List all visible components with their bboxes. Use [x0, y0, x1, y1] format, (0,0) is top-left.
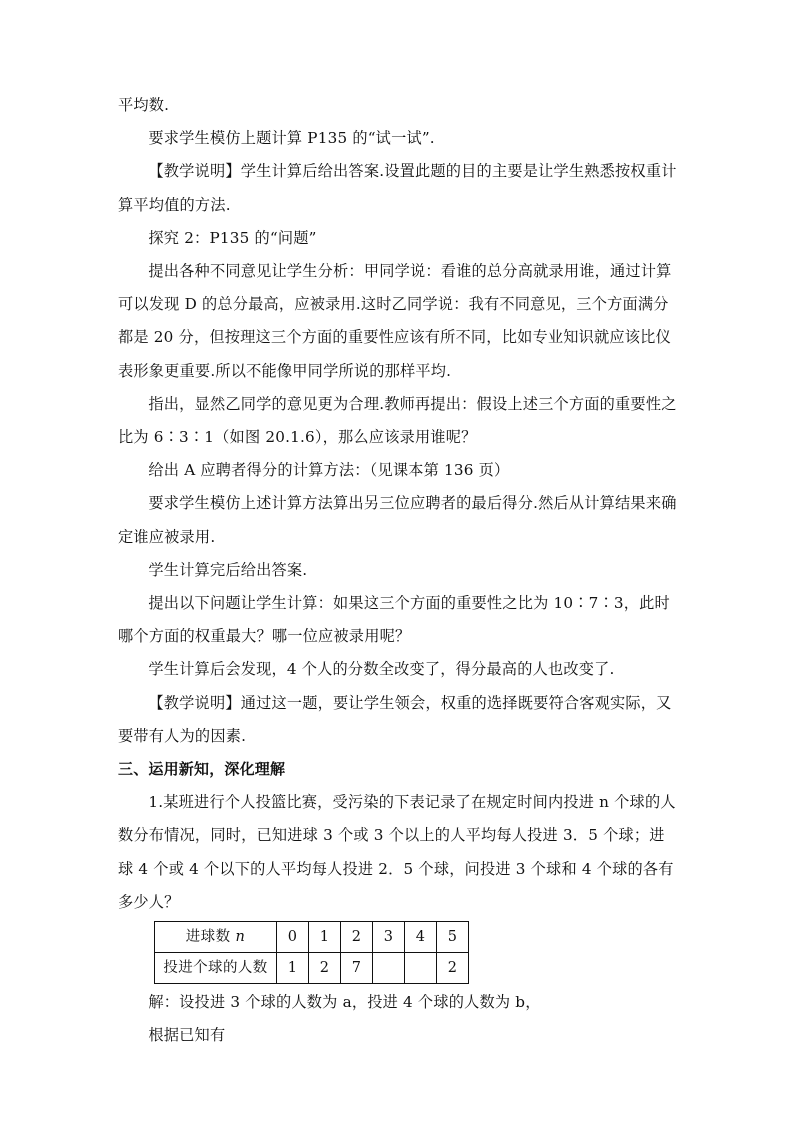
paragraph: 学生计算后会发现，4 个人的分数全改变了，得分最高的人也改变了. — [148, 660, 615, 679]
paragraph: 给出 A 应聘者得分的计算方法：（见课本第 136 页） — [148, 461, 510, 480]
table-cell — [405, 953, 437, 984]
table-header-cell — [155, 922, 277, 953]
table-cell: 1 — [309, 922, 341, 953]
explore-heading: 探究 2：P135 的“问题” — [148, 228, 317, 247]
score-table-wrapper — [154, 921, 678, 984]
paragraph: 要求学生模仿上题计算 P135 的“试一试”. — [148, 129, 435, 148]
score-table — [154, 921, 469, 984]
table-cell — [373, 953, 405, 984]
table-cell: 2 — [309, 953, 341, 984]
paragraph: 提出各种不同意见让学生分析：甲同学说：看谁的总分高就录用谁，通过计算可以发现 D 的总分最高，应被录用.这时乙同学说：我有不同意见，三个方面满分都是 20 分，但按理这三个方面的重要性应该有所不同，比如专业知识就应该比仪表形象更重要.所以不能像甲同学所说的那样平均. — [118, 262, 672, 380]
paragraph: 提出以下问题让学生计算：如果这三个方面的重要性之比为 10∶7∶3，此时哪个方面的权重最大？哪一位应被录用呢？ — [118, 594, 670, 646]
paragraph: 要求学生模仿上述计算方法算出另三位应聘者的最后得分.然后从计算结果来确定谁应被录用. — [118, 494, 677, 546]
teaching-note: 【教学说明】通过这一题，要让学生领会，权重的选择既要符合客观实际，又要带有人为的因素. — [118, 693, 672, 745]
table-cell: 4 — [405, 922, 437, 953]
teaching-note: 【教学说明】学生计算后给出答案.设置此题的目的主要是让学生熟悉按权重计算平均值的方法. — [118, 162, 677, 214]
paragraph: 指出，显然乙同学的意见更为合理.教师再提出：假设上述三个方面的重要性之比为 6∶3∶1（如图 20.1.6），那么应该录用谁呢？ — [118, 394, 677, 447]
table-row — [155, 922, 469, 953]
table-cell: 0 — [277, 922, 309, 953]
document-body — [118, 89, 678, 1052]
paragraph: 学生计算完后给出答案. — [148, 560, 308, 579]
table-cell: 2 — [341, 922, 373, 953]
table-row — [155, 953, 469, 984]
solution-line: 解：设投进 3 个球的人数为 a，投进 4 个球的人数为 b， — [148, 993, 541, 1012]
section-heading: 三、运用新知，深化理解 — [118, 760, 286, 779]
table-cell: 2 — [437, 953, 469, 984]
table-header-label: 进球数 — [185, 929, 236, 946]
table-cell: 5 — [437, 922, 469, 953]
variable-n: n — [235, 929, 246, 946]
table-cell: 3 — [373, 922, 405, 953]
table-cell: 7 — [341, 953, 373, 984]
table-header-cell: 投进个球的人数 — [155, 953, 277, 984]
table-cell: 1 — [277, 953, 309, 984]
problem-statement: 1.某班进行个人投篮比赛，受污染的下表记录了在规定时间内投进 n 个球的人数分布情况，同时，已知进球 3 个或 3 个以上的人平均每人投进 3．5 个球；进球 4 个或 4 个以下的人平均每人投进 2．5 个球，问投进 3 个球和 4 个球的各有多少人？ — [118, 793, 676, 911]
known-line: 根据已知有 — [148, 1026, 226, 1045]
paragraph-continuation: 平均数. — [118, 96, 170, 114]
